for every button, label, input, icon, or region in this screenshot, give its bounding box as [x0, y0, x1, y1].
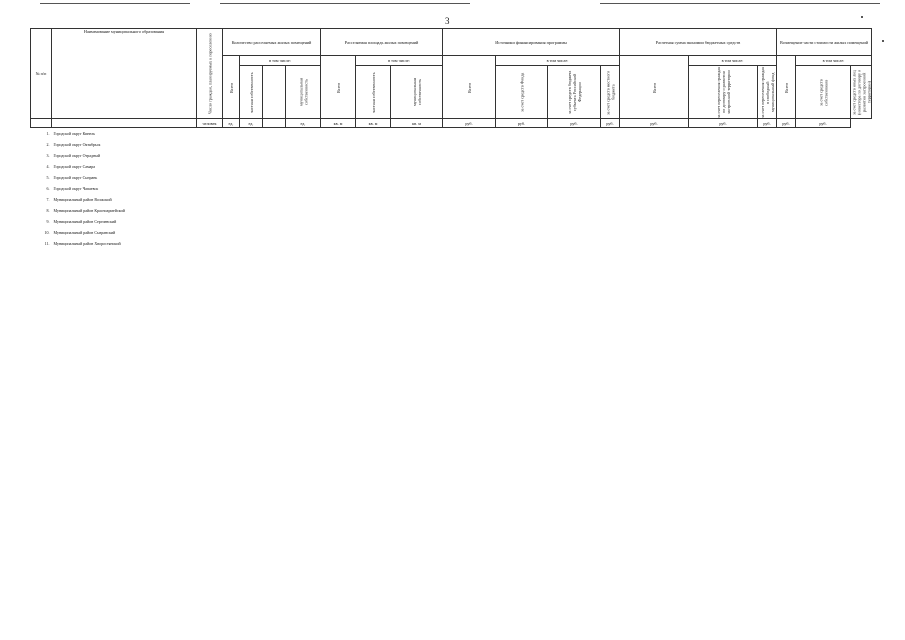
value-cell: [548, 139, 601, 150]
value-cell: [796, 139, 851, 150]
value-cell: [620, 139, 689, 150]
subheader-extra-incl: в том числе:: [796, 56, 872, 66]
value-cell: [620, 216, 689, 227]
row-number: 9.: [46, 219, 50, 224]
value-cell: [758, 216, 777, 227]
value-cell: [777, 205, 796, 216]
value-cell: [620, 205, 689, 216]
value-cell: [197, 139, 223, 150]
value-cell: [496, 150, 548, 161]
value-cell: [321, 194, 356, 205]
value-cell: [689, 161, 758, 172]
value-cell: [321, 172, 356, 183]
value-cell: [777, 216, 796, 227]
units-cell: ед.: [223, 119, 240, 128]
value-cell: [496, 128, 548, 140]
value-cell: [443, 205, 496, 216]
value-cell: [443, 216, 496, 227]
table-body: [31, 128, 872, 250]
value-cell: [263, 194, 286, 205]
municipality-name: Муниципальный район Сызранский: [53, 230, 116, 235]
value-cell: [356, 139, 391, 150]
value-cell: [356, 216, 391, 227]
units-cell: кв. м: [356, 119, 391, 128]
value-cell: [796, 194, 851, 205]
col-header-rooms-municipal: муниципальная собственность: [286, 66, 321, 119]
municipality-name: Городской округ Октябрьск: [53, 142, 101, 147]
value-cell: [391, 139, 443, 150]
value-cell: [758, 205, 777, 216]
row-number: 4.: [46, 164, 50, 169]
value-cell: [796, 205, 851, 216]
value-cell: [443, 150, 496, 161]
value-cell: [443, 139, 496, 150]
top-rule-left: [40, 3, 190, 4]
value-cell: [391, 172, 443, 183]
value-cell: [197, 172, 223, 183]
value-cell: [777, 161, 796, 172]
col-header-area-municipal: муниципальная собственность: [391, 66, 443, 119]
value-cell: [263, 238, 286, 249]
table-row: [31, 128, 872, 140]
value-cell: [223, 216, 240, 227]
value-cell: [321, 205, 356, 216]
value-cell: [496, 227, 548, 238]
value-cell: [496, 183, 548, 194]
row-number: 10.: [44, 230, 50, 235]
value-cell: [796, 227, 851, 238]
municipality-name: Муниципальный район Волжский: [53, 197, 112, 202]
group-header-budget: Расчетная сумма экономии бюджетных средств: [620, 29, 777, 56]
value-cell: [197, 150, 223, 161]
value-cell: [548, 128, 601, 140]
value-cell: [777, 128, 796, 140]
value-cell: [286, 139, 321, 150]
value-cell: [548, 150, 601, 161]
value-cell: [263, 205, 286, 216]
table-row: [31, 205, 872, 216]
value-cell: [240, 238, 263, 249]
value-cell: [321, 128, 356, 140]
value-cell: [263, 139, 286, 150]
subheader-sources-incl: в том числе:: [496, 56, 620, 66]
value-cell: [777, 194, 796, 205]
value-cell: [391, 238, 443, 249]
col-header-name: Наименование муниципального образования: [52, 29, 197, 119]
value-cell: [391, 161, 443, 172]
value-cell: [263, 172, 286, 183]
table-row: [31, 183, 872, 194]
value-cell: [496, 238, 548, 249]
value-cell: [197, 161, 223, 172]
col-header-rooms-total: Всего: [223, 56, 240, 119]
table-row: [31, 227, 872, 238]
value-cell: [443, 128, 496, 140]
value-cell: [356, 183, 391, 194]
value-cell: [758, 183, 777, 194]
municipality-name: Городской округ Самара: [53, 164, 96, 169]
value-cell: [223, 139, 240, 150]
value-cell: [223, 161, 240, 172]
row-number: 1.: [46, 131, 50, 136]
row-number: 3.: [46, 153, 50, 158]
value-cell: [620, 128, 689, 140]
value-cell: [777, 183, 796, 194]
value-cell: [548, 194, 601, 205]
value-cell: [548, 238, 601, 249]
value-cell: [496, 172, 548, 183]
value-cell: [777, 227, 796, 238]
value-cell: [689, 194, 758, 205]
value-cell: [601, 161, 620, 172]
value-cell: [356, 205, 391, 216]
value-cell: [796, 238, 851, 249]
value-cell: [240, 183, 263, 194]
municipality-name: Муниципальный район Сергиевский: [53, 219, 117, 224]
value-cell: [321, 216, 356, 227]
value-cell: [758, 128, 777, 140]
table-row: [31, 238, 872, 249]
table-row: [31, 150, 872, 161]
value-cell: [777, 139, 796, 150]
value-cell: [689, 227, 758, 238]
value-cell: [263, 227, 286, 238]
value-cell: [758, 161, 777, 172]
units-cell: руб.: [601, 119, 620, 128]
top-rule-right: [600, 3, 880, 4]
register-table-container: [30, 28, 872, 249]
value-cell: [197, 128, 223, 140]
value-cell: [601, 194, 620, 205]
row-number: 11.: [44, 241, 50, 246]
value-cell: [601, 150, 620, 161]
value-cell: [796, 161, 851, 172]
units-cell-empty: [31, 119, 52, 128]
value-cell: [777, 172, 796, 183]
col-header-econ-a: за счет переселения граждан по договору о развитии застроенной территории: [689, 66, 758, 119]
value-cell: [197, 205, 223, 216]
value-cell: [689, 216, 758, 227]
value-cell: [263, 128, 286, 140]
value-cell: [601, 216, 620, 227]
row-number: 6.: [46, 186, 50, 191]
value-cell: [601, 172, 620, 183]
value-cell: [758, 227, 777, 238]
table-row: [31, 139, 872, 150]
top-rule-center: [220, 3, 470, 4]
value-cell: [391, 194, 443, 205]
value-cell: [548, 161, 601, 172]
value-cell: [356, 238, 391, 249]
value-cell: [758, 150, 777, 161]
value-cell: [620, 150, 689, 161]
municipality-name: Городской округ Кинель: [53, 131, 96, 136]
value-cell: [601, 227, 620, 238]
value-cell: [286, 172, 321, 183]
value-cell: [496, 139, 548, 150]
value-cell: [548, 172, 601, 183]
value-cell: [777, 150, 796, 161]
table-row: [31, 161, 872, 172]
value-cell: [689, 172, 758, 183]
value-cell: [796, 216, 851, 227]
col-header-rooms-private: частная собственность: [240, 66, 263, 119]
value-cell: [223, 205, 240, 216]
units-cell-empty: [263, 119, 286, 128]
value-cell: [689, 205, 758, 216]
value-cell: [689, 139, 758, 150]
value-cell: [356, 161, 391, 172]
municipality-name: Городской округ Отрадный: [53, 153, 101, 158]
value-cell: [620, 161, 689, 172]
value-cell: [443, 183, 496, 194]
value-cell: [689, 128, 758, 140]
row-number: 7.: [46, 197, 50, 202]
value-cell: [443, 194, 496, 205]
value-cell: [548, 183, 601, 194]
value-cell: [223, 194, 240, 205]
value-cell: [356, 150, 391, 161]
units-cell: руб.: [796, 119, 851, 128]
value-cell: [197, 238, 223, 249]
value-cell: [496, 161, 548, 172]
value-cell: [443, 227, 496, 238]
col-header-area-total: Всего: [321, 56, 356, 119]
value-cell: [286, 161, 321, 172]
value-cell: [240, 194, 263, 205]
units-cell: ед.: [240, 119, 263, 128]
value-cell: [443, 172, 496, 183]
row-number: 2.: [46, 142, 50, 147]
value-cell: [796, 172, 851, 183]
units-cell: человек: [197, 119, 223, 128]
value-cell: [356, 227, 391, 238]
value-cell: [263, 150, 286, 161]
value-cell: [689, 238, 758, 249]
value-cell: [321, 161, 356, 172]
value-cell: [240, 205, 263, 216]
value-cell: [548, 205, 601, 216]
value-cell: [689, 150, 758, 161]
value-cell: [240, 128, 263, 140]
row-number: 8.: [46, 208, 50, 213]
value-cell: [777, 238, 796, 249]
group-header-sources: Источники финансирования программы: [443, 29, 620, 56]
table-row: [31, 216, 872, 227]
value-cell: [240, 139, 263, 150]
value-cell: [601, 139, 620, 150]
col-header-no: № п/п: [31, 29, 52, 119]
value-cell: [758, 194, 777, 205]
value-cell: [443, 161, 496, 172]
table-row: [31, 194, 872, 205]
page-number: 3: [445, 16, 450, 26]
value-cell: [223, 172, 240, 183]
value-cell: [240, 227, 263, 238]
value-cell: [286, 205, 321, 216]
value-cell: [197, 227, 223, 238]
value-cell: [223, 238, 240, 249]
value-cell: [620, 194, 689, 205]
col-header-extra-total: Всего: [777, 56, 796, 119]
value-cell: [263, 216, 286, 227]
col-header-regional: за счет средств бюджета субъекта Российской Федерации: [548, 66, 601, 119]
value-cell: [263, 161, 286, 172]
units-cell: кв. м: [391, 119, 443, 128]
value-cell: [286, 194, 321, 205]
row-number: 5.: [46, 175, 50, 180]
value-cell: [601, 128, 620, 140]
value-cell: [263, 183, 286, 194]
value-cell: [548, 216, 601, 227]
col-header-sources-total: Всего: [443, 56, 496, 119]
table-row: [31, 172, 872, 183]
municipality-name: Городской округ Чапаевск: [53, 186, 99, 191]
value-cell: [240, 172, 263, 183]
value-cell: [758, 139, 777, 150]
units-cell: ед.: [286, 119, 321, 128]
value-cell: [796, 128, 851, 140]
municipality-name: Муниципальный район Хворостянский: [53, 241, 121, 246]
col-header-budget-total: Всего: [620, 56, 689, 119]
col-header-people: Число граждан, планируемых к переселению: [197, 29, 223, 119]
value-cell: [223, 183, 240, 194]
value-cell: [286, 238, 321, 249]
value-cell: [286, 216, 321, 227]
value-cell: [689, 183, 758, 194]
units-cell-empty: [52, 119, 197, 128]
scan-speck: [861, 16, 863, 18]
value-cell: [391, 216, 443, 227]
value-cell: [197, 194, 223, 205]
value-cell: [321, 183, 356, 194]
value-cell: [286, 227, 321, 238]
value-cell: [286, 183, 321, 194]
units-cell: кв. м: [321, 119, 356, 128]
value-cell: [548, 227, 601, 238]
value-cell: [240, 161, 263, 172]
group-header-extra: Возмещение части стоимости жилых помещений: [777, 29, 872, 56]
value-cell: [620, 183, 689, 194]
value-cell: [496, 216, 548, 227]
units-row: [31, 119, 872, 128]
value-cell: [601, 238, 620, 249]
col-header-fund: за счет средств Фонда: [496, 66, 548, 119]
value-cell: [356, 128, 391, 140]
value-cell: [796, 183, 851, 194]
scan-speck: [882, 40, 884, 42]
value-cell: [620, 172, 689, 183]
units-cell: руб.: [758, 119, 777, 128]
col-header-area-private: частная собственность: [356, 66, 391, 119]
value-cell: [321, 139, 356, 150]
units-cell: руб.: [443, 119, 496, 128]
col-header-local: за счет средств местного бюджета: [601, 66, 620, 119]
value-cell: [223, 128, 240, 140]
col-header-extra-b: за счет средств иных лиц (инвестора по договору о развитии застроенной территории): [851, 66, 872, 119]
value-cell: [391, 128, 443, 140]
group-header-rooms: Количество расселяемых жилых помещений: [223, 29, 321, 56]
value-cell: [321, 227, 356, 238]
value-cell: [240, 216, 263, 227]
value-cell: [356, 194, 391, 205]
value-cell: [321, 150, 356, 161]
units-cell: руб.: [496, 119, 548, 128]
value-cell: [496, 205, 548, 216]
subheader-area-incl: в том числе:: [356, 56, 443, 66]
col-header-extra-a: за счет средств собственников: [796, 66, 851, 119]
value-cell: [391, 227, 443, 238]
value-cell: [321, 238, 356, 249]
units-cell: руб.: [620, 119, 689, 128]
value-cell: [286, 150, 321, 161]
value-cell: [443, 238, 496, 249]
value-cell: [601, 183, 620, 194]
value-cell: [620, 227, 689, 238]
col-header-econ-b: за счет переселения граждан в свободный муниципальный фонд: [759, 66, 775, 118]
value-cell: [286, 128, 321, 140]
municipality-name: Городской округ Сызрань: [53, 175, 98, 180]
value-cell: [391, 183, 443, 194]
value-cell: [601, 205, 620, 216]
value-cell: [758, 238, 777, 249]
value-cell: [496, 194, 548, 205]
value-cell: [391, 150, 443, 161]
register-table: [30, 28, 872, 249]
value-cell: [223, 227, 240, 238]
subheader-budget-incl: в том числе:: [689, 56, 777, 66]
col-header-rooms-spacer: [263, 66, 286, 119]
units-cell: руб.: [548, 119, 601, 128]
value-cell: [197, 216, 223, 227]
value-cell: [758, 172, 777, 183]
value-cell: [223, 150, 240, 161]
value-cell: [356, 172, 391, 183]
value-cell: [620, 238, 689, 249]
municipality-name: Муниципальный район Красноармейский: [53, 208, 125, 213]
value-cell: [391, 205, 443, 216]
value-cell: [796, 150, 851, 161]
group-header-area: Расселяемая площадь жилых помещений: [321, 29, 443, 56]
subheader-rooms-incl: в том числе:: [240, 56, 321, 66]
header-row-1: [31, 29, 872, 56]
value-cell: [240, 150, 263, 161]
units-cell: руб.: [689, 119, 758, 128]
units-cell: руб.: [777, 119, 796, 128]
value-cell: [197, 183, 223, 194]
